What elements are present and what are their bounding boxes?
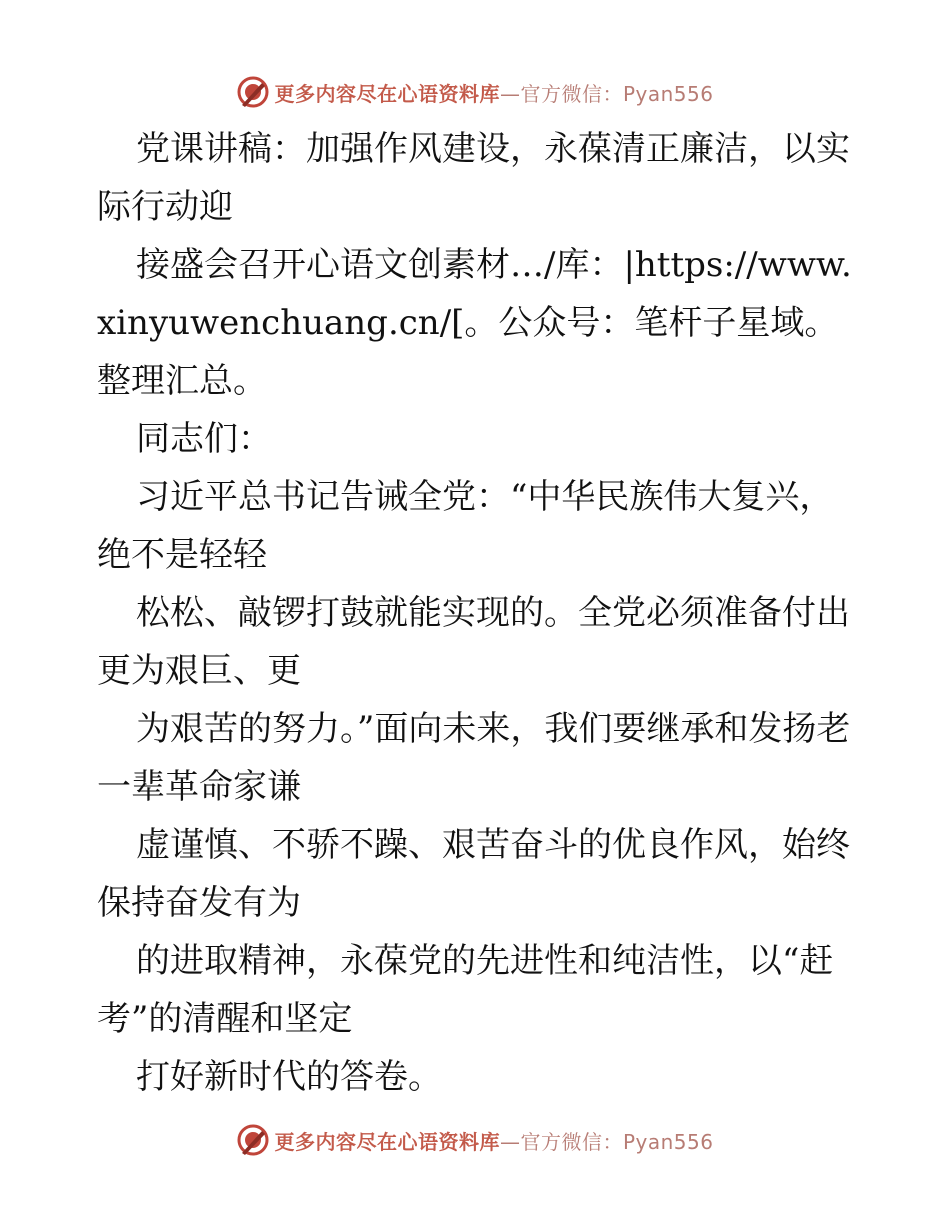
banner-dash: — [499,81,521,106]
paragraph-body: 松松、敲锣打鼓就能实现的。全党必须准备付出更为艰巨、更 [97,593,850,691]
banner-text [274,1126,713,1155]
paragraph-body: 为艰苦的努力。”面向未来，我们要继承和发扬老一辈革命家谦 [97,709,851,807]
banner-text [274,78,713,107]
paragraph-title: 党课讲稿：加强作风建设，永葆清正廉洁，以实际行动迎 [97,129,850,227]
banner-wechat-text: 官方微信：Pyan556 [520,81,714,106]
banner-site-text: 更多内容尽在心语资料库 [274,81,500,106]
paragraph-body: 打好新时代的答卷。 [136,1057,442,1097]
pen-logo-icon [236,1123,270,1157]
paragraph-body: 的进取精神，永葆党的先进性和纯洁性，以“赶考”的清醒和坚定 [97,941,834,1039]
banner-dash: — [499,1129,521,1154]
document-body [97,120,857,1106]
banner-site-text: 更多内容尽在心语资料库 [274,1129,500,1154]
paragraph-body: 虚谨慎、不骄不躁、艰苦奋斗的优良作风，始终保持奋发有为 [97,825,850,923]
banner-wechat-text: 官方微信：Pyan556 [520,1129,714,1154]
paragraph-body: 习近平总书记告诫全党：“中华民族伟大复兴，绝不是轻轻 [97,477,834,575]
header-banner [0,72,950,112]
paragraph-salutation: 同志们： [136,419,272,459]
footer-banner [0,1120,950,1160]
paragraph-source: 接盛会召开心语文创素材…/库：|https://www.xinyuwenchuang.cn/[。公众号：笔杆子星域。整理汇总。 [97,245,852,401]
pen-logo-icon [236,75,270,109]
